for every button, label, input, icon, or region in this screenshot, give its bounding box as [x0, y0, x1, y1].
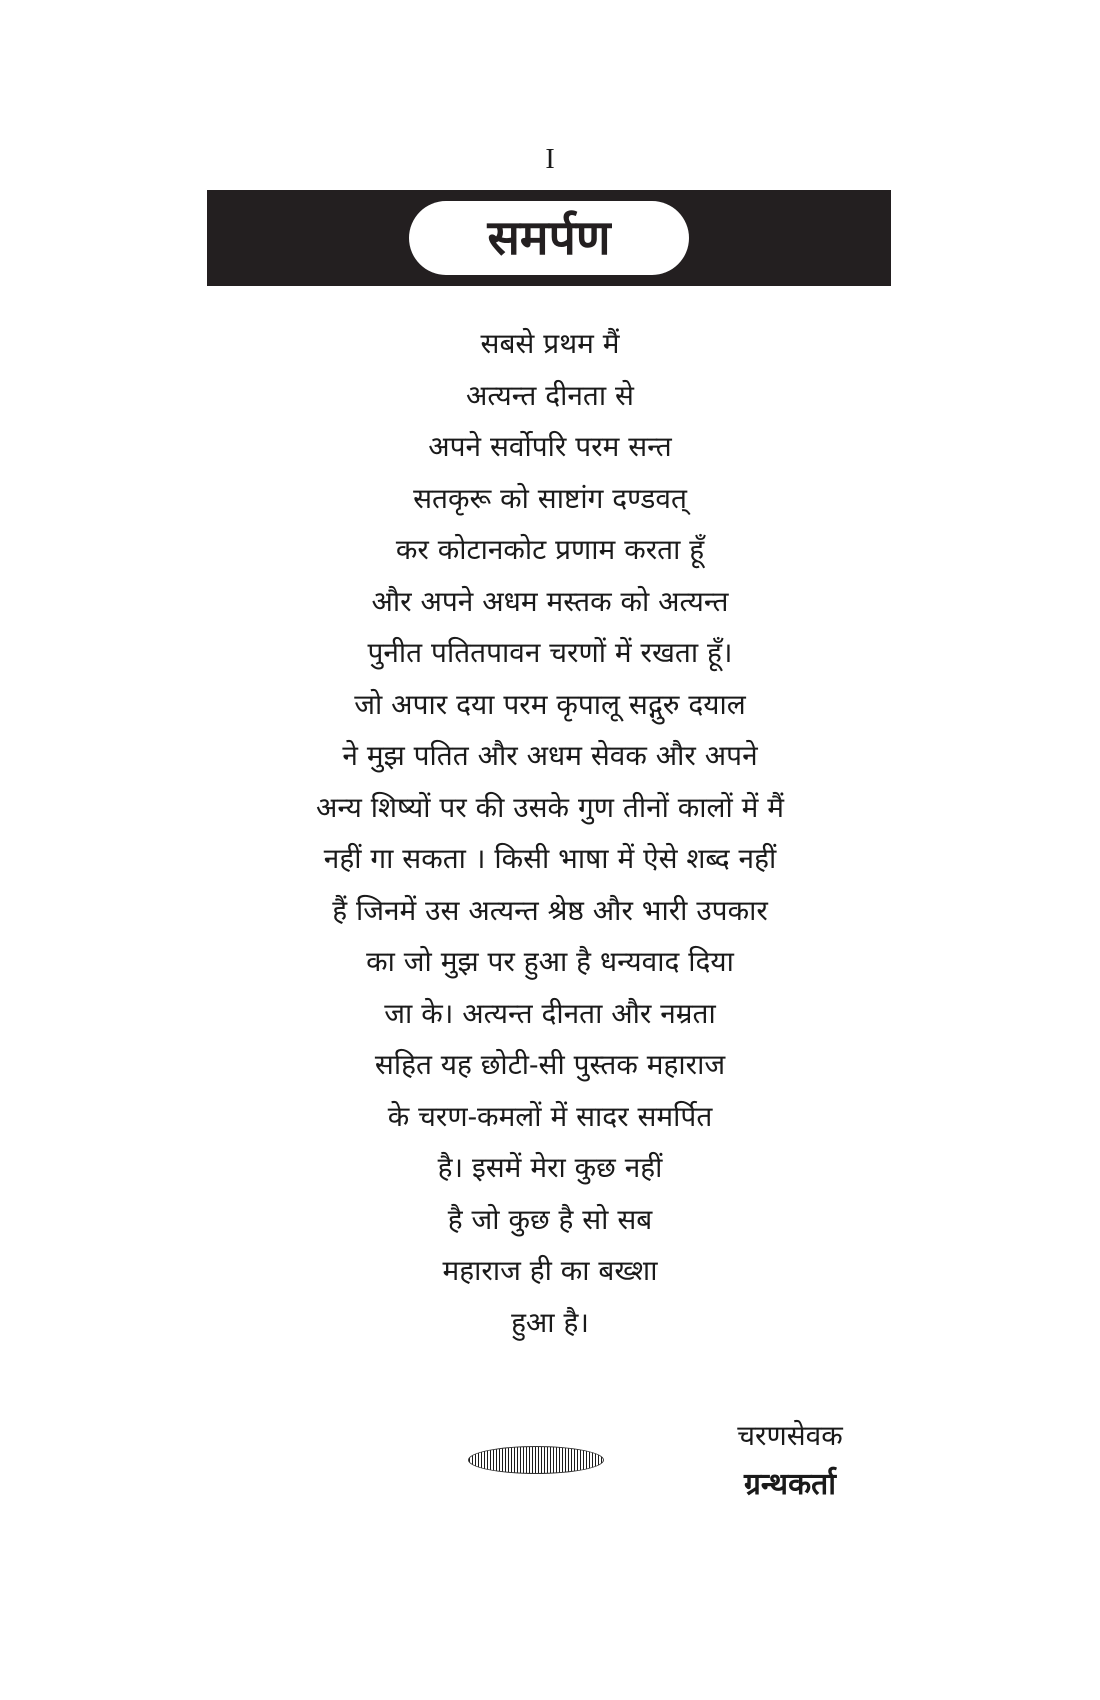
title-banner — [207, 190, 891, 286]
dedication-line: हैं जिनमें उस अत्यन्त श्रेष्ठ और भारी उपकार — [332, 893, 768, 927]
dedication-text — [150, 318, 950, 1348]
dedication-line: अत्यन्त दीनता से — [466, 378, 634, 412]
dedication-line: कर कोटानकोट प्रणाम करता हूँ — [395, 533, 705, 566]
dedication-line: सबसे प्रथम मैं — [480, 327, 620, 360]
dedication-line: पुनीत पतितपावन चरणों में रखता हूँ। — [367, 636, 733, 669]
page-title: समर्पण — [487, 210, 611, 266]
page-number: I — [545, 144, 555, 175]
dedication-line: है जो कुछ है सो सब — [447, 1202, 653, 1236]
dedication-line: महाराज ही का बख्शा — [442, 1254, 658, 1287]
dedication-line: नहीं गा सकता । किसी भाषा में ऐसे शब्द नहीं — [323, 842, 777, 875]
title-pill — [409, 201, 689, 275]
dedication-line: जा के। अत्यन्त दीनता और नम्रता — [384, 996, 716, 1030]
dedication-line: है। इसमें मेरा कुछ नहीं — [437, 1151, 663, 1184]
signature-block — [690, 1412, 890, 1510]
dedication-line: हुआ है। — [511, 1305, 589, 1339]
dedication-line: जो अपार दया परम कृपालू सद्गुरु दयाल — [354, 687, 746, 721]
dedication-line: और अपने अधम मस्तक को अत्यन्त — [371, 584, 729, 618]
dedication-line: सहित यह छोटी-सी पुस्तक महाराज — [374, 1048, 726, 1081]
dedication-line: का जो मुझ पर हुआ है धन्यवाद दिया — [366, 945, 734, 978]
dedication-line: अन्य शिष्यों पर की उसके गुण तीनों कालों में मैं — [315, 790, 785, 824]
dedication-line: सतकृरू को साष्टांग दण्डवत् — [413, 481, 687, 515]
dedication-line: के चरण-कमलों में सादर समर्पित — [387, 1099, 713, 1133]
ornament-divider — [468, 1446, 604, 1474]
signature-role: चरणसेवक — [737, 1419, 843, 1452]
dedication-line: अपने सर्वोपरि परम सन्त — [428, 430, 672, 463]
dedication-line: ने मुझ पतित और अधम सेवक और अपने — [342, 739, 758, 772]
signature-author: ग्रन्थकर्ता — [743, 1467, 836, 1502]
